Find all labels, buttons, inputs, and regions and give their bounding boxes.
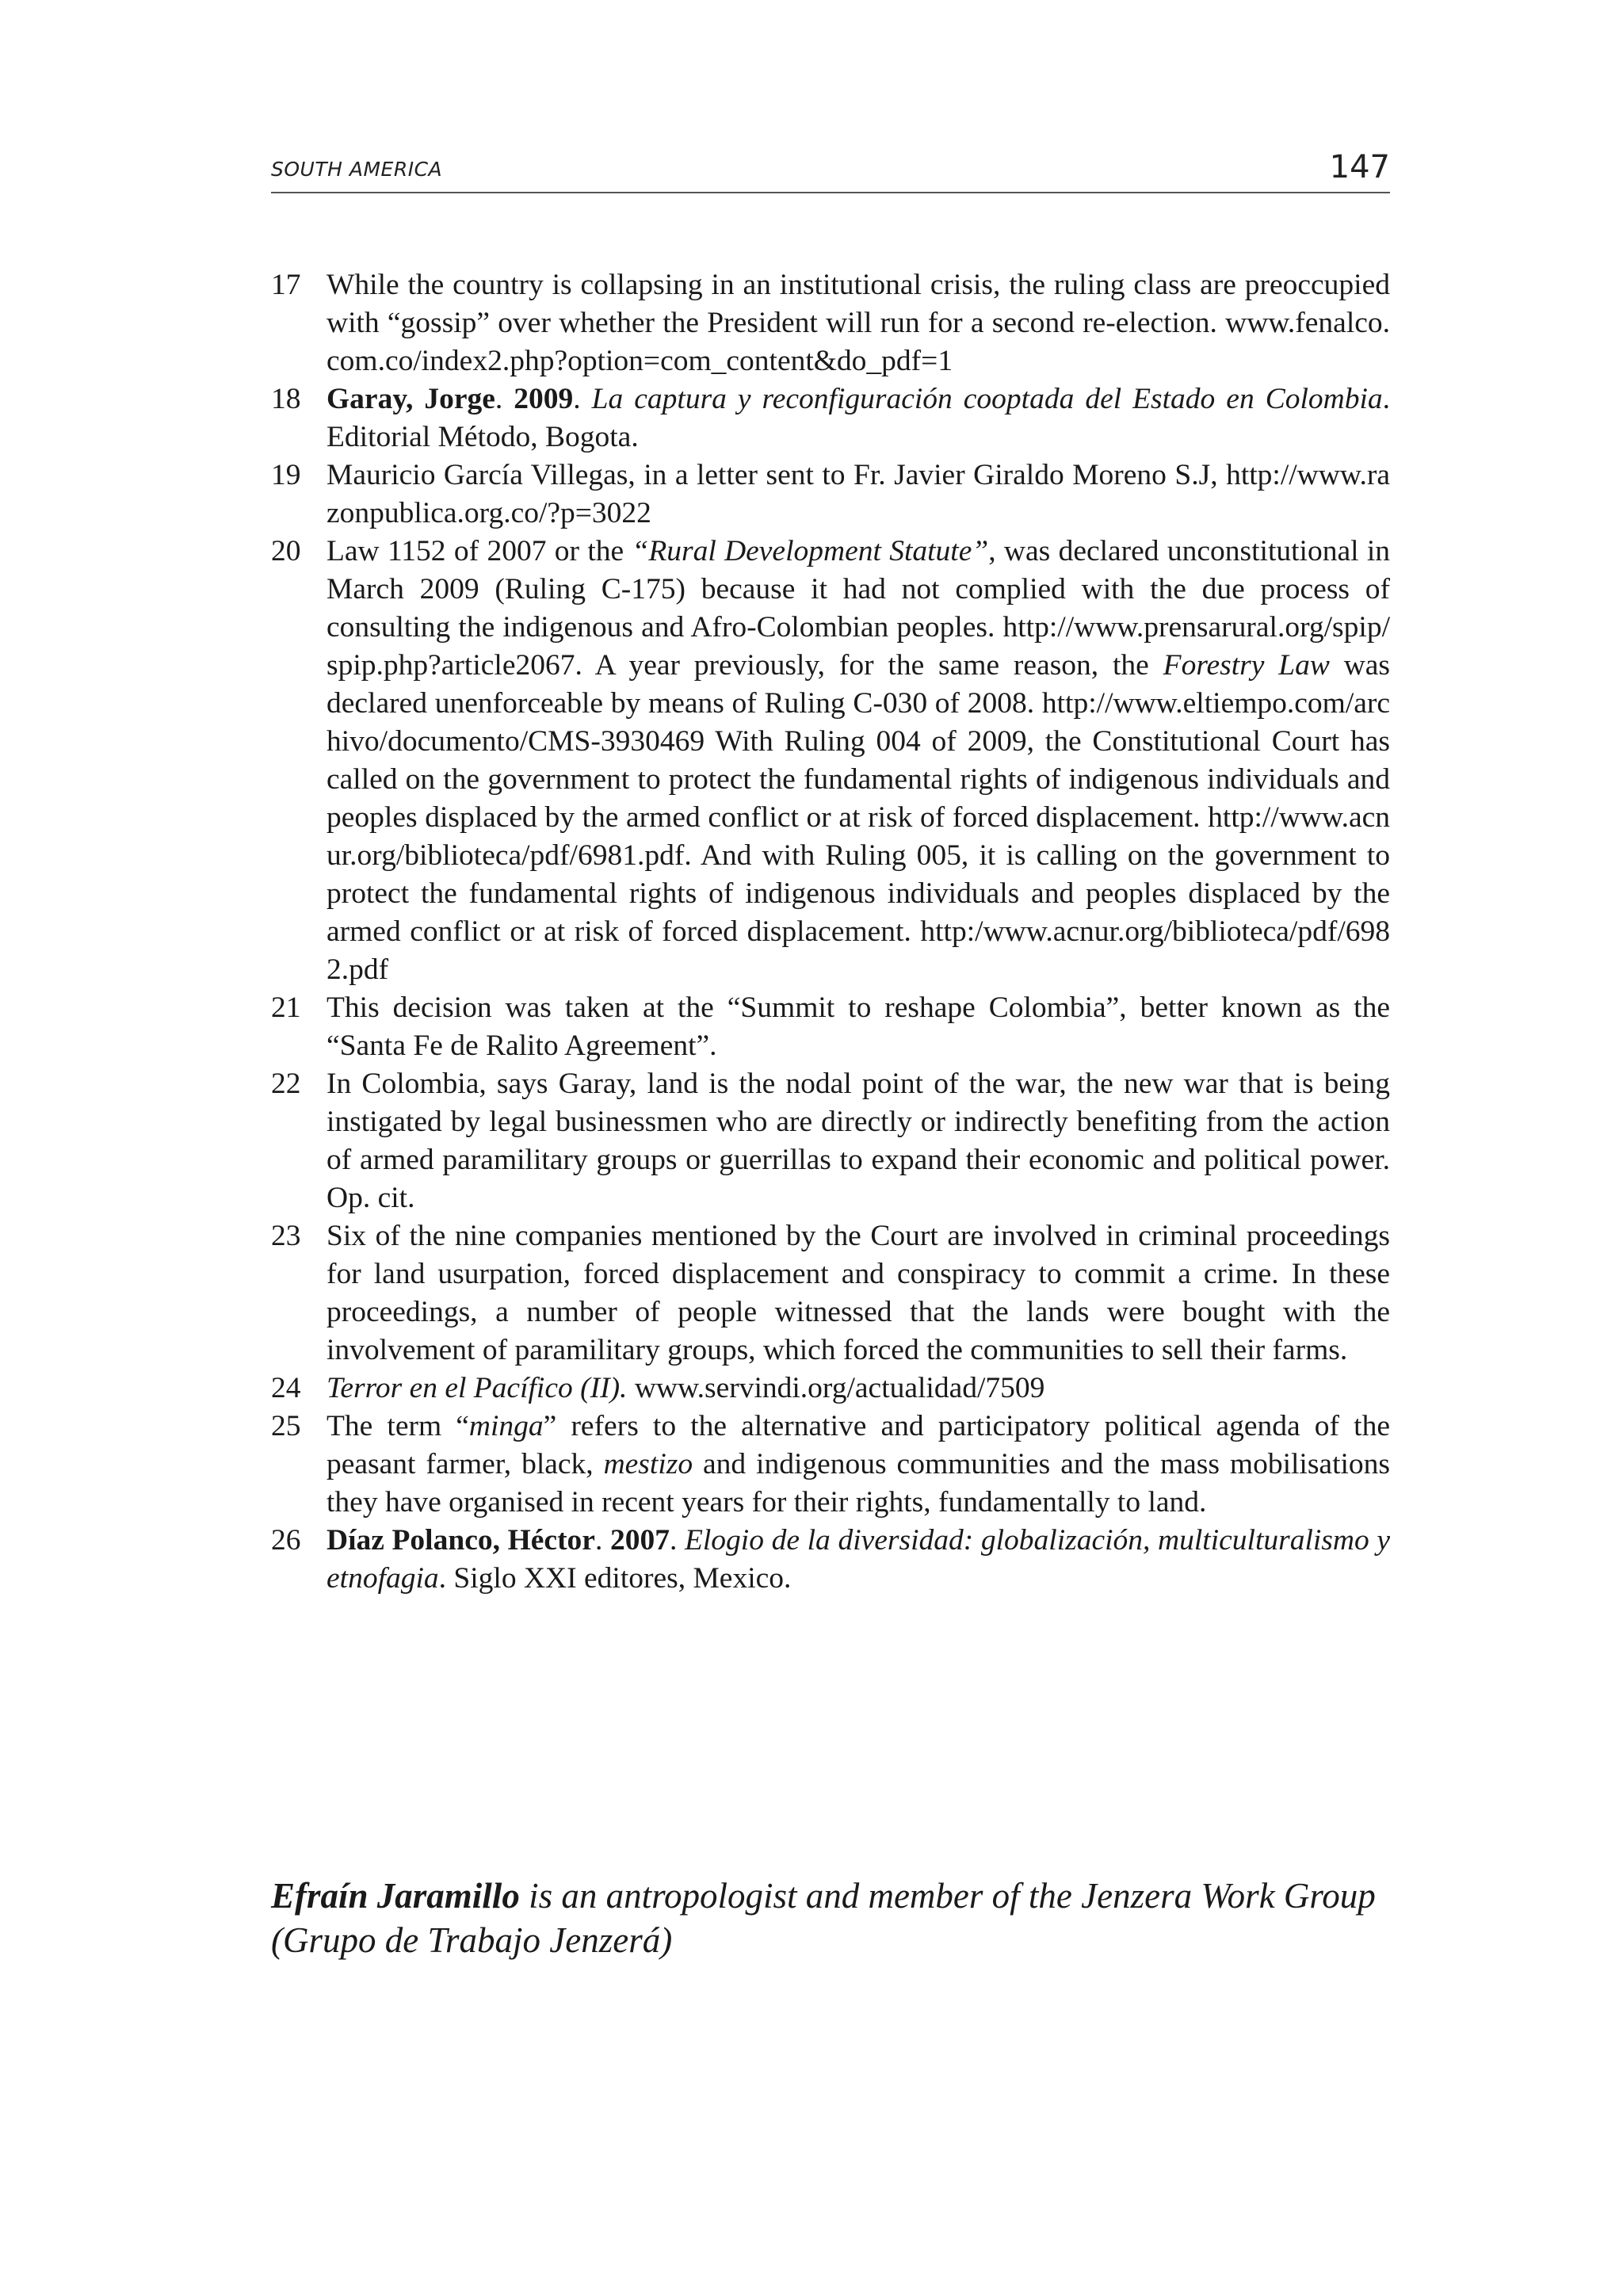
endnote-number: 22 bbox=[271, 1068, 301, 1100]
endnote-17 bbox=[271, 266, 1390, 380]
author-bio-text: is an antropologist and member of the Jenzera Work Group (Grupo de Trabajo Jenzerá) bbox=[271, 1876, 1376, 1960]
author-bio bbox=[271, 1874, 1390, 1962]
citation-title: La captura y reconfiguración cooptada del Estado en Colombia bbox=[591, 383, 1383, 415]
endnote-url[interactable]: http:/www.acnur.org/biblioteca/pdf/6982.pdf bbox=[327, 915, 1390, 986]
citation-author: Garay, Jorge bbox=[327, 383, 495, 415]
citation-title: Terror en el Pacífico (II). bbox=[327, 1372, 628, 1404]
endnote-number: 24 bbox=[271, 1372, 301, 1404]
endnote-text: and indigenous communities and the mass mobilisations they have organised in recent years for their rights, fundamentally to land. bbox=[327, 1448, 1390, 1519]
endnote-22 bbox=[271, 1065, 1390, 1217]
endnote-number: 26 bbox=[271, 1524, 301, 1557]
citation-title: Elogio de la diversidad: globalización, multiculturalismo y etnofagia bbox=[327, 1524, 1391, 1595]
endnote-text: A year previously, for the same reason, the bbox=[594, 649, 1149, 682]
endnote-text: In Colombia, says Garay, land is the nodal point of the war, the new war that is being instigated by legal businessmen who are directly or indirectly benefiting from the action of armed paramilitary groups or guerrillas to expand their economic and political power. Op. cit. bbox=[327, 1068, 1390, 1214]
endnote-21 bbox=[271, 989, 1390, 1065]
page-number: 147 bbox=[1329, 149, 1390, 185]
endnote-url[interactable]: http://www.prensarural.org/spip/spip.php?article2067. bbox=[327, 611, 1390, 682]
law-title: Forestry Law bbox=[1163, 649, 1330, 682]
endnote-number: 23 bbox=[271, 1220, 301, 1252]
citation-publisher: Editorial Método, Bogota. bbox=[327, 421, 639, 453]
statute-title: “Rural Development Statute” bbox=[632, 535, 989, 567]
endnote-text: Law 1152 of 2007 or the bbox=[327, 535, 624, 567]
endnote-number: 19 bbox=[271, 459, 301, 491]
endnote-text: Six of the nine companies mentioned by the Court are involved in criminal proceedings for land usurpation, forced displacement and conspiracy to commit a crime. In these proceedings, a number of people witnessed that the lands were bought with the involvement of paramilitary groups, which forced the communities to sell their farms. bbox=[327, 1220, 1390, 1366]
endnote-number: 20 bbox=[271, 535, 301, 567]
endnote-number: 21 bbox=[271, 991, 301, 1024]
endnote-24 bbox=[271, 1370, 1390, 1408]
endnotes-list bbox=[271, 266, 1390, 1598]
running-header bbox=[271, 149, 1390, 193]
endnote-text: The term “ bbox=[327, 1410, 469, 1442]
endnote-20 bbox=[271, 533, 1390, 989]
endnote-url[interactable]: www.servindi.org/actualidad/7509 bbox=[634, 1372, 1045, 1404]
citation-year: 2007 bbox=[609, 1524, 670, 1557]
endnote-text: Mauricio García Villegas, in a letter sent to Fr. Javier Giraldo Moreno S.J, bbox=[327, 459, 1218, 491]
endnote-number: 25 bbox=[271, 1410, 301, 1442]
citation-publisher: Siglo XXI editores, Mexico. bbox=[453, 1562, 792, 1595]
endnote-number: 18 bbox=[271, 383, 301, 415]
citation-year: 2009 bbox=[514, 383, 574, 415]
endnote-url[interactable]: www.fenalco.com.co/index2.php?option=com_content&do_pdf=1 bbox=[327, 307, 1391, 377]
endnote-url[interactable]: http://www.acnur.org/biblioteca/pdf/6981.pdf. bbox=[327, 801, 1390, 872]
endnote-url[interactable]: http://www.razonpublica.org.co/?p=3022 bbox=[327, 459, 1390, 529]
endnote-text: was declared unenforceable by means of Ruling C-030 of 2008. bbox=[327, 649, 1391, 720]
running-title: SOUTH AMERICA bbox=[271, 158, 443, 181]
endnote-text: While the country is collapsing in an institutional crisis, the ruling class are preoccupied with “gossip” over whether the President will run for a second re-election. bbox=[327, 269, 1390, 339]
endnote-text: , was declared unconstitutional in March 2009 (Ruling C-175) because it had not complied with the due process of consulting the indigenous and Afro-Colombian peoples. bbox=[327, 535, 1391, 644]
citation-author: Díaz Polanco, Héctor bbox=[327, 1524, 595, 1557]
author-name: Efraín Jaramillo bbox=[271, 1876, 520, 1916]
endnote-text: And with Ruling 005, it is calling on the government to protect the fundamental rights of indigenous individuals and peoples displaced by the armed conflict or at risk of forced displacement. bbox=[327, 839, 1390, 948]
endnote-19 bbox=[271, 457, 1390, 533]
endnote-26: 26 Díaz Polanco, Héctor. 2007. Elogio de la diversidad: globalización, multiculturalismo y etnofagia. Siglo XXI editores, Mexico. bbox=[271, 1522, 1390, 1598]
endnote-25 bbox=[271, 1408, 1390, 1522]
endnote-number: 17 bbox=[271, 269, 301, 301]
term-minga: minga bbox=[468, 1410, 544, 1442]
endnote-18: 18 Garay, Jorge. 2009. La captura y reconfiguración cooptada del Estado en Colombia. Editorial Método, Bogota. bbox=[271, 380, 1390, 457]
term-mestizo: mestizo bbox=[603, 1448, 693, 1480]
endnote-23 bbox=[271, 1217, 1390, 1370]
endnote-text: With Ruling 004 of 2009, the Constitutional Court has called on the government to protect the fundamental rights of indigenous individuals and peoples displaced by the armed conflict or at risk of forced displacement. bbox=[327, 725, 1390, 834]
endnote-text: ” refers to the alternative and participatory political agenda of the peasant farmer, black, bbox=[327, 1410, 1390, 1480]
endnote-url[interactable]: http://www.eltiempo.com/archivo/documento/CMS-3930469 bbox=[327, 687, 1391, 758]
endnote-text: This decision was taken at the “Summit to reshape Colombia”, better known as the “Santa Fe de Ralito Agreement”. bbox=[327, 991, 1390, 1062]
